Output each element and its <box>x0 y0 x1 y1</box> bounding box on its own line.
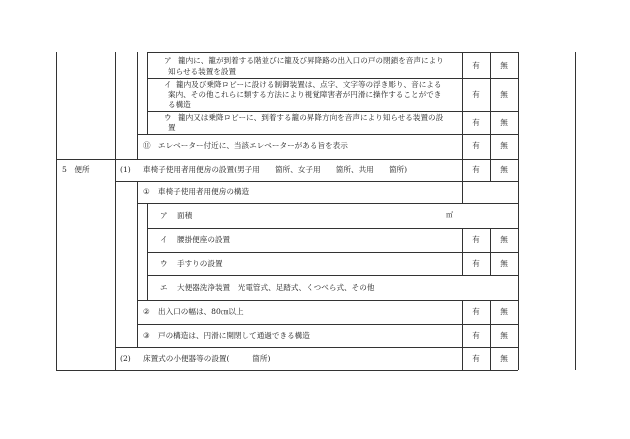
item-text: 置 <box>168 123 176 132</box>
item-marker: ⑪ <box>143 141 151 150</box>
item-marker: ウ <box>164 113 172 122</box>
item-marker: イ <box>160 235 168 244</box>
item-text: 籠内に、籠が到着する階並びに籠及び昇降路の出入口の戸の閉鎖を音声により <box>178 56 444 65</box>
column-divider <box>115 52 116 370</box>
row-divider <box>137 203 518 204</box>
item-text: 出入口の幅は、80㎝以上 <box>158 307 244 316</box>
item-marker: ① <box>143 187 150 196</box>
no-option: 無 <box>500 235 508 244</box>
item-marker: (1) <box>120 165 131 174</box>
item-text: 面積 <box>177 211 193 220</box>
item-text: 手すりの設置 <box>177 259 223 268</box>
yes-option: 有 <box>472 331 480 340</box>
yes-option: 有 <box>472 61 480 70</box>
section-label: 5 便所 <box>62 165 90 174</box>
item-marker: エ <box>160 283 168 292</box>
column-divider <box>147 52 148 134</box>
yes-option: 有 <box>472 307 480 316</box>
row-divider <box>56 370 518 371</box>
row-divider <box>137 134 518 135</box>
row-divider <box>115 181 518 182</box>
no-option: 無 <box>500 331 508 340</box>
column-divider <box>56 52 57 370</box>
row-divider <box>137 300 518 301</box>
item-marker: ② <box>143 307 150 316</box>
area-unit: ㎡ <box>446 211 453 219</box>
item-marker: ア <box>164 56 172 65</box>
column-divider <box>490 52 491 181</box>
item-text: 知らせる装置を設置 <box>168 67 237 76</box>
no-option: 無 <box>500 61 508 70</box>
item-marker: (2) <box>120 354 131 363</box>
item-text: 車椅子使用者用便房の設置(男子用 箇所、女子用 箇所、共用 箇所) <box>143 165 408 174</box>
yes-option: 有 <box>472 354 480 363</box>
yes-option: 有 <box>472 141 480 150</box>
item-text: 籠内又は乗降ロビーに、到着する籠の昇降方向を音声により知らせる装置の設 <box>178 113 444 122</box>
column-divider <box>137 52 138 159</box>
item-text: 戸の構造は、円滑に開閉して通過できる構造 <box>158 331 310 340</box>
row-divider <box>56 159 518 160</box>
column-divider <box>575 52 576 370</box>
column-divider <box>518 52 519 370</box>
item-marker: イ <box>164 80 172 89</box>
yes-option: 有 <box>472 90 480 99</box>
row-divider <box>137 324 518 325</box>
no-option: 無 <box>500 259 508 268</box>
yes-option: 有 <box>472 165 480 174</box>
item-text: る構造 <box>168 100 191 109</box>
no-option: 無 <box>500 90 508 99</box>
item-marker: ア <box>160 211 168 220</box>
item-text: 籠内及び乗降ロビーに設ける制御装置は、点字、文字等の浮き彫り、音による <box>176 80 442 89</box>
row-divider <box>115 347 518 348</box>
yes-option: 有 <box>472 118 480 127</box>
row-divider <box>147 275 518 276</box>
no-option: 無 <box>500 118 508 127</box>
item-text: 車椅子使用者用便房の構造 <box>158 187 250 196</box>
item-text: エレベーター付近に、当該エレベーターがある旨を表示 <box>158 141 348 150</box>
column-divider <box>147 203 148 300</box>
no-option: 無 <box>500 354 508 363</box>
item-text: 案内、その他これらに類する方法により視覚障害者が円滑に操作することができ <box>168 90 442 99</box>
item-marker: ③ <box>143 331 150 340</box>
item-text: 大便器洗浄装置 光電管式、足踏式、くつべら式、その他 <box>177 283 375 292</box>
item-text: 腰掛便座の設置 <box>177 235 231 244</box>
no-option: 無 <box>500 307 508 316</box>
item-text: 床置式の小便器等の設置( 箇所) <box>143 354 271 363</box>
no-option: 無 <box>500 165 508 174</box>
no-option: 無 <box>500 141 508 150</box>
item-marker: ウ <box>160 259 168 268</box>
column-divider <box>137 181 138 347</box>
yes-option: 有 <box>472 259 480 268</box>
yes-option: 有 <box>472 235 480 244</box>
